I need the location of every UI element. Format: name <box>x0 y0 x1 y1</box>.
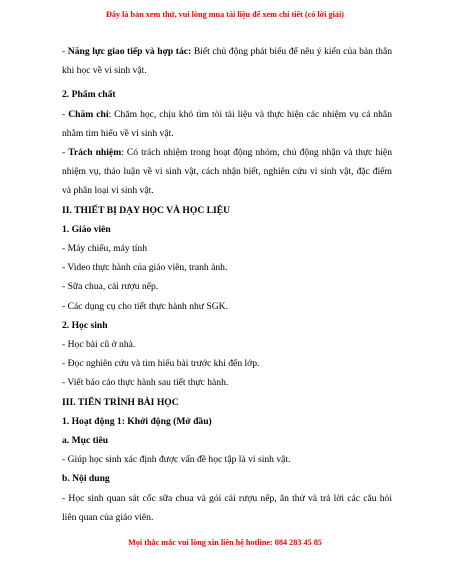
footer-notice: Mọi thắc mắc vui lòng xin liên hệ hotline: 084 283 45 85 <box>128 538 322 547</box>
diligence-label: Chăm chỉ <box>68 108 109 120</box>
activity1-heading: 1. Hoạt động 1: Khởi động (Mở đầu) <box>62 415 212 427</box>
student-heading: 2. Học sinh <box>62 319 108 331</box>
communication-text: Biết chủ động phát biểu để nêu ý kiến của bản thân khi học về vi sinh vật. <box>62 46 392 77</box>
section2-heading: II. THIẾT BỊ DẠY HỌC VÀ HỌC LIỆU <box>62 204 231 216</box>
list-item: - Sữa chua, cái rượu nếp. <box>62 281 159 293</box>
teacher-heading: 1. Giáo viên <box>62 223 111 235</box>
list-item: - Video thực hành của giáo viên, tranh ảnh. <box>62 262 228 274</box>
header-notice: Đây là bản xem thử, vui lòng mua tài liệu để xem chi tiết (có lời giải) <box>105 10 344 19</box>
responsibility-paragraph: - Trách nhiệm: Có trách nhiệm trong hoạt động nhóm, chủ động nhận và thực hiện nhiệm vụ, thảo luận về vi sinh vật, cách nhận biết, nghiên cứu vi sinh vật, đặc điểm và phân loại vi sinh vật. <box>62 147 392 197</box>
diligence-paragraph: - Chăm chỉ: Chăm học, chịu khó tìm tòi tài liệu và thực hiện các nhiệm vụ cá nhân nhằm tìm hiểu về vi sinh vật. <box>62 108 392 139</box>
content-text: - Học sinh quan sát cốc sữa chua và gói cái rượu nếp, ăn thử và trả lời các câu hỏi liên quan của giáo viên. <box>62 492 392 523</box>
goal-text: - Giúp học sinh xác định được vấn đề học tập là vi sinh vật. <box>62 454 291 466</box>
qualities-heading: 2. Phẩm chất <box>62 89 116 101</box>
list-item: - Máy chiếu, máy tính <box>62 243 147 255</box>
list-item: - Viết báo cáo thực hành sau tiết thực hành. <box>62 377 229 389</box>
list-item: - Các dụng cụ cho tiết thực hành như SGK. <box>62 300 228 312</box>
responsibility-label: Trách nhiệm <box>68 147 122 159</box>
list-item: - Học bài cũ ở nhà. <box>62 339 136 351</box>
document-body <box>62 42 392 527</box>
diligence-text: : Chăm học, chịu khó tìm tòi tài liệu và thực hiện các nhiệm vụ cá nhân nhằm tìm hiểu về vi sinh vật. <box>62 108 392 139</box>
list-item: - Đọc nghiên cứu và tìm hiểu bài trước khi đến lớp. <box>62 358 260 370</box>
section3-heading: III. TIẾN TRÌNH BÀI HỌC <box>62 396 179 408</box>
responsibility-text: : Có trách nhiệm trong hoạt động nhóm, chủ động nhận và thực hiện nhiệm vụ, thảo luận về vi sinh vật, cách nhận biết, nghiên cứu vi sinh vật, đặc điểm và phân loại vi sinh vật. <box>62 147 392 197</box>
communication-paragraph: - Năng lực giao tiếp và hợp tác: Biết chủ động phát biểu để nêu ý kiến của bản thân khi học về vi sinh vật. <box>62 46 392 77</box>
content-heading: b. Nội dung <box>62 473 110 485</box>
goal-heading: a. Mục tiêu <box>62 435 109 447</box>
communication-label: Năng lực giao tiếp và hợp tác: <box>67 46 192 57</box>
